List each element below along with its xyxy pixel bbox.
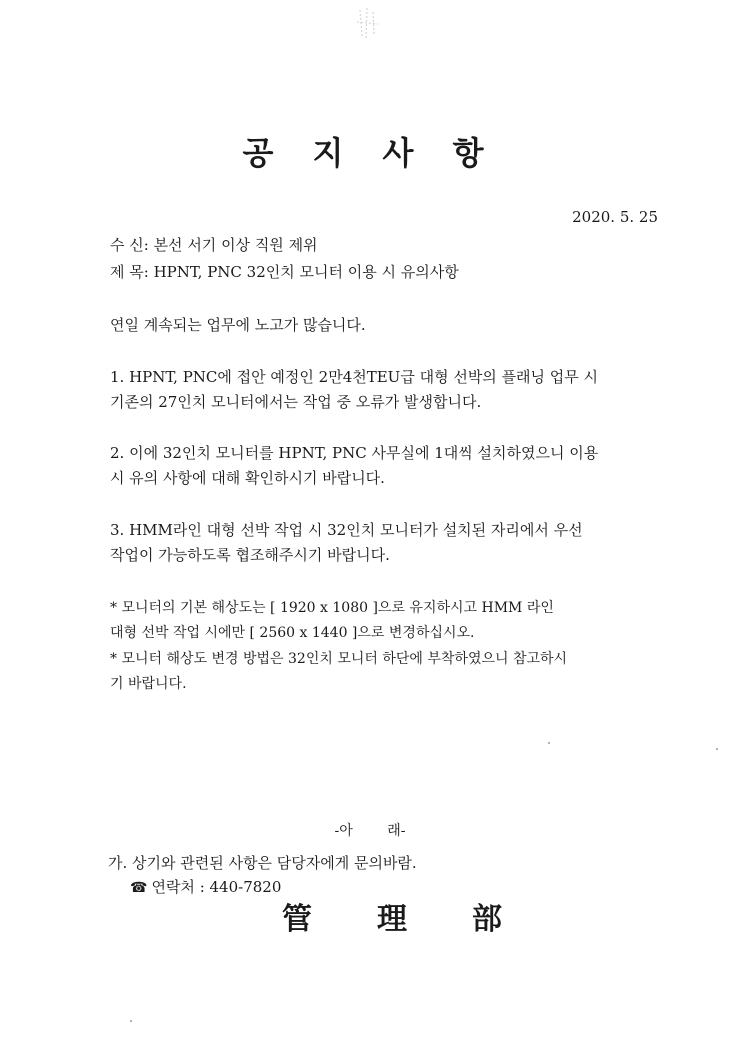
notice-date: 2020. 5. 25 — [572, 208, 658, 226]
note-1-line-2: 대형 선박 작업 시에만 [ 2560 x 1440 ]으로 변경하십시오. — [110, 625, 475, 641]
note-1-line-1: * 모니터의 기본 해상도는 [ 1920 x 1080 ]으로 유지하시고 HMM 라인 — [110, 600, 554, 616]
item-1-line-1: 1. HPNT, PNC에 접안 예정인 2만4천TEU급 대형 선박의 플래닝 업무 시 — [110, 368, 599, 386]
department-name — [282, 894, 502, 938]
scan-smudge-mark — [352, 6, 382, 42]
note-2-line-2: 기 바랍니다. — [110, 676, 187, 692]
telephone-icon: ☎ — [130, 880, 148, 896]
section-separator: -아 래- — [334, 823, 406, 839]
item-3-line-2: 작업이 가능하도록 협조해주시기 바랍니다. — [110, 546, 390, 564]
department-char-2: 理 — [377, 902, 407, 937]
item-2-line-1: 2. 이에 32인치 모니터를 HPNT, PNC 사무실에 1대씩 설치하였으니 이용 — [110, 444, 599, 462]
department-char-1: 管 — [282, 902, 312, 937]
item-3-line-1: 3. HMM라인 대형 선박 작업 시 32인치 모니터가 설치된 자리에서 우선 — [110, 521, 583, 539]
greeting-line: 연일 계속되는 업무에 노고가 많습니다. — [110, 316, 366, 334]
phone-line — [130, 876, 281, 897]
item-1-line-2: 기존의 27인치 모니터에서는 작업 중 오류가 발생합니다. — [110, 393, 482, 411]
contact-line: 가. 상기와 관련된 사항은 담당자에게 문의바람. — [108, 854, 417, 872]
item-2-line-2: 시 유의 사항에 대해 확인하시기 바랍니다. — [110, 469, 385, 487]
department-char-3: 部 — [472, 902, 502, 937]
page-title: 공 지 사 항 — [242, 134, 498, 172]
phone-text: 연락처 : 440-7820 — [151, 878, 282, 896]
note-2-line-1: * 모니터 해상도 변경 방법은 32인치 모니터 하단에 부착하였으니 참고하시 — [110, 651, 568, 667]
subject-line: 제 목: HPNT, PNC 32인치 모니터 이용 시 유의사항 — [110, 263, 459, 281]
recipient-line: 수 신: 본선 서기 이상 직원 제위 — [110, 236, 318, 254]
